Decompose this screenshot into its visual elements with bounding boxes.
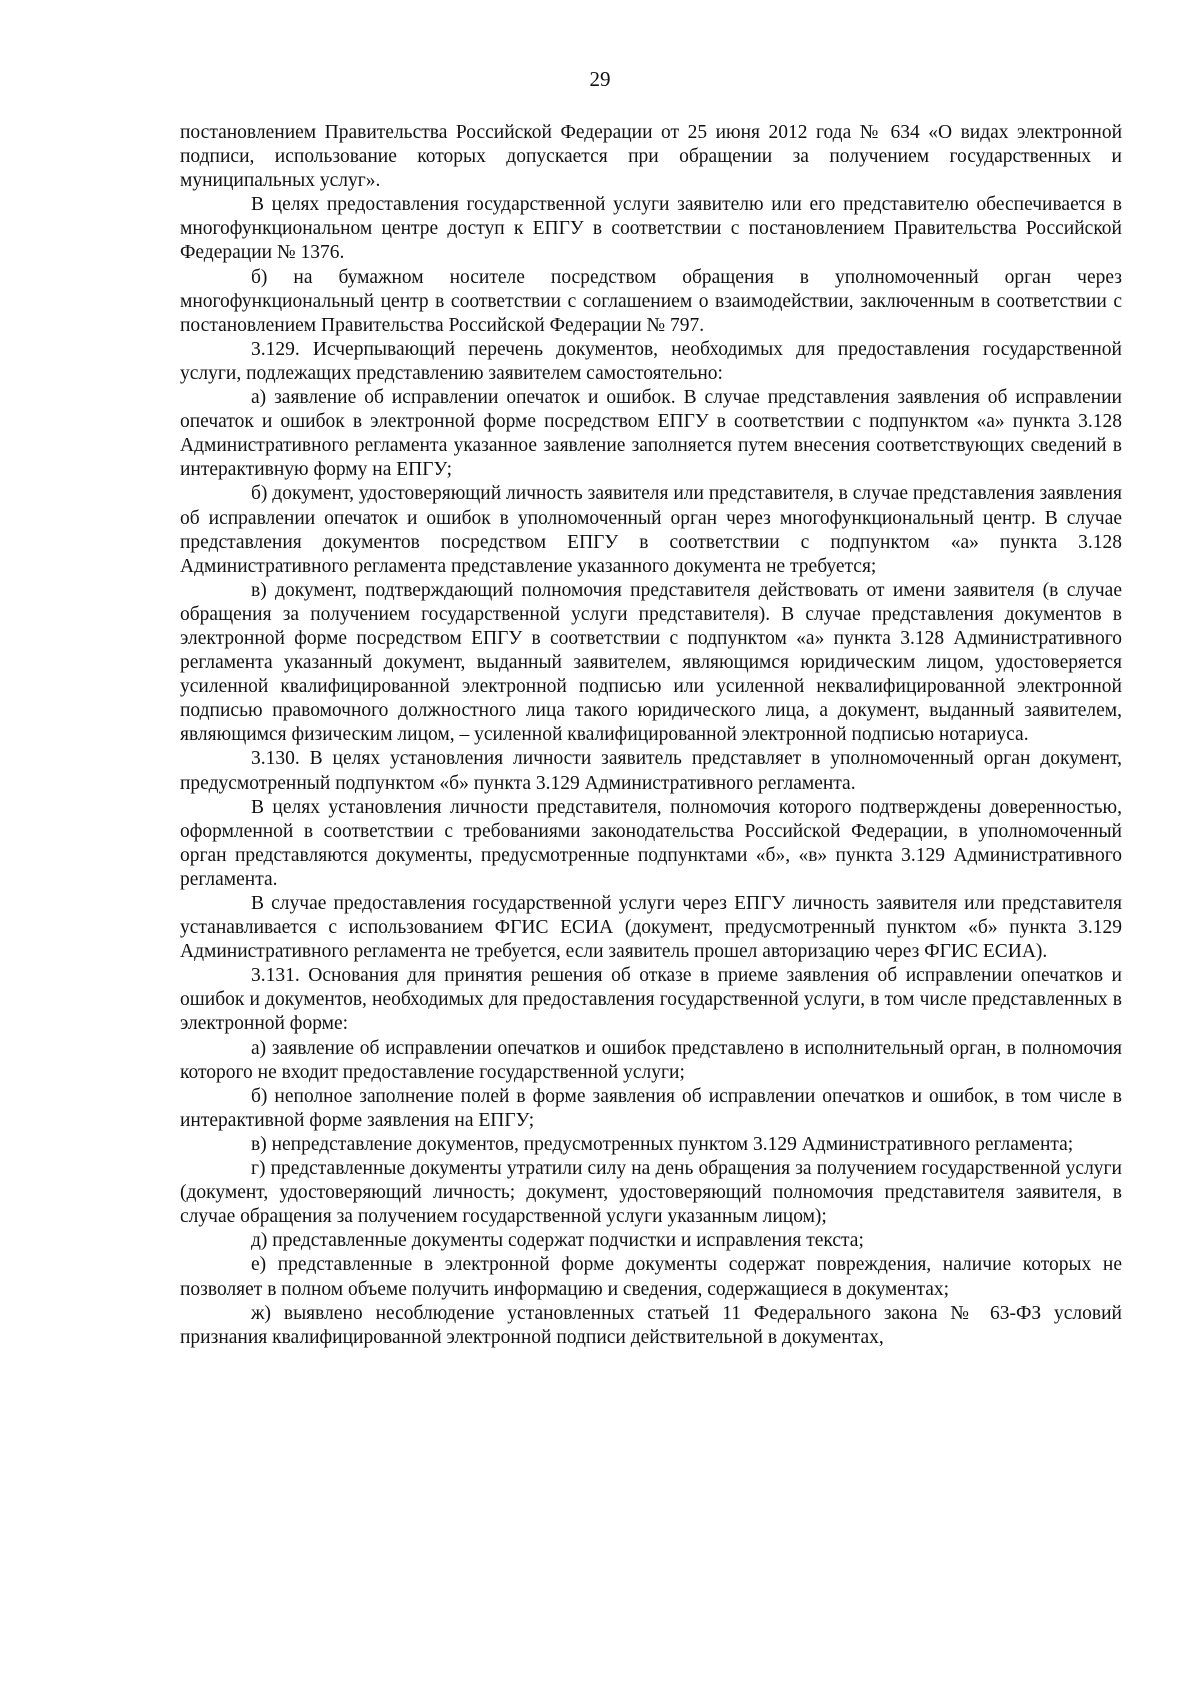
page-number: 29 xyxy=(589,67,611,91)
document-paragraph: в) документ, подтверждающий полномочия представителя действовать от имени заявителя (в случае обращения за получением государственной услуги представителя). В случае представления документов в электронной форме посредством ЕПГУ в соответствии с подпунктом «а» пункта 3.128 Административного регламента указанный документ, выданный заявителем, являющимся юридическим лицом, удостоверяется усиленной квалифицированной электронной подписью или усиленной неквалифицированной электронной подписью правомочного должностного лица такого юридического лица, а документ, выданный заявителем, являющимся физическим лицом, – усиленной квалифицированной электронной подписью нотариуса. xyxy=(180,579,1122,746)
document-paragraph: б) неполное заполнение полей в форме заявления об исправлении опечатков и ошибок, в том числе в интерактивной форме заявления на ЕПГУ; xyxy=(180,1085,1122,1131)
document-paragraph: В целях предоставления государственной услуги заявителю или его представителю обеспечивается в многофункциональном центре доступ к ЕПГУ в соответствии с постановлением Правительства Российской Федерации № 1376. xyxy=(180,194,1122,264)
document-paragraph: д) представленные документы содержат подчистки и исправления текста; xyxy=(251,1230,864,1252)
document-paragraph: е) представленные в электронной форме документы содержат повреждения, наличие которых не позволяет в полном объеме получить информацию и сведения, содержащиеся в документах; xyxy=(180,1254,1122,1300)
document-paragraph: В случае предоставления государственной услуги через ЕПГУ личность заявителя или представителя устанавливается с использованием ФГИС ЕСИА (документ, предусмотренный пунктом «б» пункта 3.129 Административного регламента не требуется, если заявитель прошел авторизацию через ФГИС ЕСИА). xyxy=(180,893,1122,963)
document-paragraph: а) заявление об исправлении опечатков и ошибок представлено в исполнительный орган, в полномочия которого не входит предоставление государственной услуги; xyxy=(180,1037,1122,1083)
document-paragraph: 3.130. В целях установления личности заявитель представляет в уполномоченный орган документ, предусмотренный подпунктом «б» пункта 3.129 Административного регламента. xyxy=(180,748,1122,794)
document-body xyxy=(180,121,1122,1350)
document-paragraph: В целях установления личности представителя, полномочия которого подтверждены доверенностью, оформленной в соответствии с требованиями законодательства Российской Федерации, в уполномоченный орган представляются документы, предусмотренные подпунктами «б», «в» пункта 3.129 Административного регламента. xyxy=(180,796,1122,890)
document-paragraph: постановлением Правительства Российской Федерации от 25 июня 2012 года № 634 «О видах электронной подписи, использование которых допускается при обращении за получением государственных и муниципальных услуг». xyxy=(180,122,1122,192)
document-paragraph: 3.129. Исчерпывающий перечень документов, необходимых для предоставления государственной услуги, подлежащих представлению заявителем самостоятельно: xyxy=(180,338,1122,384)
document-paragraph: б) документ, удостоверяющий личность заявителя или представителя, в случае представления заявления об исправлении опечаток и ошибок в уполномоченный орган через многофункциональный центр. В случае представления документов посредством ЕПГУ в соответствии с подпунктом «а» пункта 3.128 Административного регламента представление указанного документа не требуется; xyxy=(180,483,1123,577)
document-paragraph: г) представленные документы утратили силу на день обращения за получением государственной услуги (документ, удостоверяющий личность; документ, удостоверяющий полномочия представителя заявителя, в случае обращения за получением государственной услуги указанным лицом); xyxy=(180,1158,1122,1228)
document-paragraph: в) непредставление документов, предусмотренных пунктом 3.129 Административного регламента; xyxy=(251,1133,1074,1155)
document-paragraph: б) на бумажном носителе посредством обращения в уполномоченный орган через многофункциональный центр в соответствии с соглашением о взаимодействии, заключенным в соответствии с постановлением Правительства Российской Федерации № 797. xyxy=(180,266,1122,336)
document-paragraph: а) заявление об исправлении опечаток и ошибок. В случае представления заявления об исправлении опечаток и ошибок в электронной форме посредством ЕПГУ в соответствии с подпунктом «а» пункта 3.128 Административного регламента указанное заявление заполняется путем внесения соответствующих сведений в интерактивную форму на ЕПГУ; xyxy=(180,387,1122,481)
document-paragraph: 3.131. Основания для принятия решения об отказе в приеме заявления об исправлении опечатков и ошибок и документов, необходимых для предоставления государственной услуги, в том числе представленных в электронной форме: xyxy=(180,965,1122,1035)
document-paragraph: ж) выявлено несоблюдение установленных статьей 11 Федерального закона № 63-ФЗ условий признания квалифицированной электронной подписи действительной в документах, xyxy=(180,1302,1122,1348)
